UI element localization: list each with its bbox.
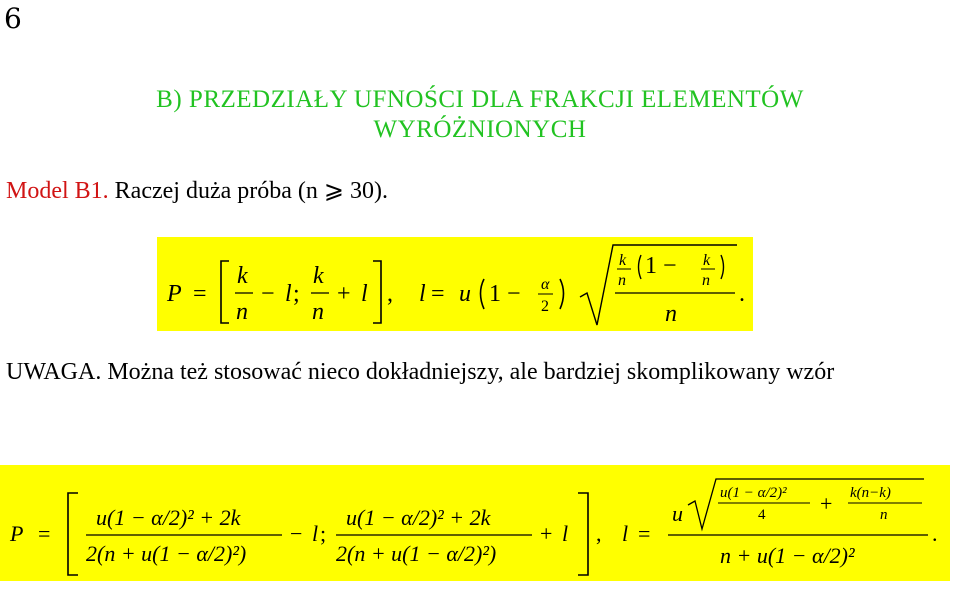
f2-plus2: +: [820, 491, 833, 516]
f2-right-bracket: [578, 493, 588, 575]
formula-box-2: [0, 465, 950, 581]
model-text: Raczej duża próba: [114, 178, 292, 204]
f1-k4: k: [703, 252, 711, 269]
f2-lden: n + u(1 − α/2)²: [720, 543, 855, 568]
f1-minus2: −: [507, 281, 521, 307]
note-paragraph: UWAGA. Można też stosować nieco dokładniejszy, ale bardziej skomplikowany wzór: [6, 359, 835, 385]
section-heading-line2: WYRÓŻNIONYCH: [373, 116, 587, 143]
page-number: 6: [4, 2, 22, 35]
model-label: Model B1.: [6, 178, 109, 204]
f1-one: 1: [489, 281, 501, 307]
f1-n3: n: [618, 272, 626, 289]
f2-num2: u(1 − α/2)² + 2k: [346, 505, 491, 530]
model-condition: (n ⩾ 30).: [297, 178, 388, 204]
f1-u: u: [459, 281, 471, 307]
f2-l2: l: [562, 521, 569, 546]
f2-den1: 2(n + u(1 − α/2)²): [86, 541, 247, 566]
f1-eq2: =: [431, 281, 445, 307]
formula-box-1: [157, 237, 753, 331]
f2-sqrt-num: u(1 − α/2)²: [720, 485, 787, 501]
f1-comma: ,: [387, 281, 393, 307]
f1-left-paren-2: [639, 255, 642, 279]
f1-P: P: [167, 281, 182, 307]
f2-l1: l: [312, 521, 319, 546]
f1-left-bracket: [221, 261, 229, 323]
f1-l2: l: [361, 281, 368, 307]
section-heading-line1: B) PRZEDZIAŁY UFNOŚCI DLA FRAKCJI ELEMENTÓW: [156, 86, 804, 113]
f1-plus: +: [337, 281, 351, 307]
f1-left-paren: [481, 279, 485, 309]
formula-1: [157, 237, 753, 331]
f1-eq: =: [193, 281, 207, 307]
f2-comma: ,: [596, 521, 602, 546]
f1-alpha: α: [541, 276, 550, 293]
f2-eq2: =: [638, 521, 651, 546]
f2-semicolon: ;: [320, 521, 327, 546]
f2-period: .: [932, 521, 938, 546]
f1-k2: k: [313, 263, 324, 289]
f2-kn: k(n−k): [850, 485, 891, 501]
f1-l3: l: [419, 281, 426, 307]
f2-den2: 2(n + u(1 − α/2)²): [336, 541, 497, 566]
f1-n2: n: [312, 299, 324, 325]
f1-minus1: −: [261, 281, 275, 307]
f2-plus: +: [540, 521, 553, 546]
f1-right-paren-2: [721, 255, 724, 279]
f1-two: 2: [541, 298, 549, 315]
f1-k1: k: [237, 263, 248, 289]
f1-n5: n: [665, 301, 677, 327]
formula-2: [0, 465, 950, 581]
f2-l3: l: [622, 521, 629, 546]
f1-k3: k: [619, 252, 627, 269]
f1-one-2: 1: [645, 253, 657, 279]
f1-right-bracket: [373, 261, 381, 323]
f2-num1: u(1 − α/2)² + 2k: [96, 505, 241, 530]
f1-minus3: −: [663, 253, 677, 279]
f1-period: .: [739, 281, 745, 307]
f2-n: n: [880, 507, 888, 523]
f1-l1: l: [285, 281, 292, 307]
f2-left-bracket: [68, 493, 78, 575]
f2-P: P: [10, 521, 24, 546]
f2-eq: =: [38, 521, 51, 546]
f1-sqrt-sign: [580, 245, 737, 325]
f2-u: u: [672, 501, 683, 526]
f1-right-paren: [560, 279, 564, 309]
f2-four: 4: [758, 507, 766, 523]
f1-n4: n: [702, 272, 710, 289]
f2-minus: −: [290, 521, 303, 546]
f1-n1: n: [236, 299, 248, 325]
model-paragraph: [6, 176, 388, 205]
f1-semicolon: ;: [293, 281, 300, 307]
